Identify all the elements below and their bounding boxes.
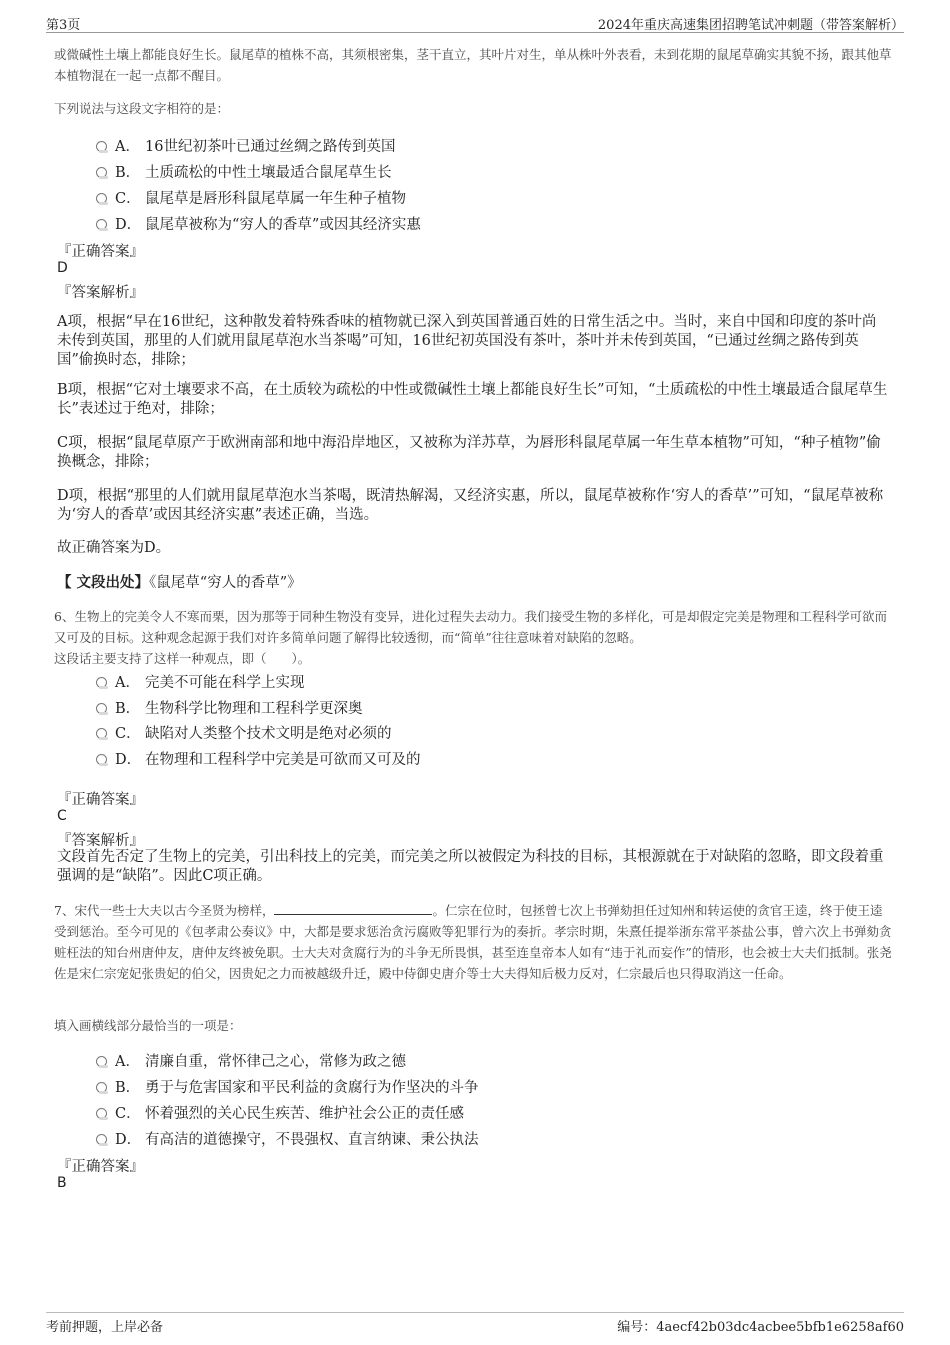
q5-analysis-d: D项，根据“那里的人们就用鼠尾草泡水当茶喝，既清热解渴，又经济实惠，所以，鼠尾草被称作‘穷人的香草’”可知，“鼠尾草被称为‘穷人的香草’或因其经济实惠”表述正确，当选。 <box>57 488 884 523</box>
radio-icon[interactable] <box>96 728 107 739</box>
q5-answer-label: 『正确答案』 <box>57 244 144 260</box>
q5-analysis-c: C项，根据“鼠尾草原产于欧洲南部和地中海沿岸地区，又被称为洋苏草，为唇形科鼠尾草属一年生草本植物”可知，“种子植物”偷换概念，排除； <box>57 435 881 470</box>
q5-option-c[interactable]: C． 鼠尾草是唇形科鼠尾草属一年生种子植物 <box>96 187 406 208</box>
source-label: 【 文段出处】 <box>57 574 150 591</box>
q6-analysis-label: 『答案解析』 <box>57 833 144 849</box>
radio-icon[interactable] <box>96 703 107 714</box>
q5-option-a[interactable]: A． 16世纪初茶叶已通过丝绸之路传到英国 <box>96 135 395 156</box>
radio-icon[interactable] <box>96 677 107 688</box>
q5-conclusion: 故正确答案为D。 <box>57 540 171 556</box>
q5-prompt: 下列说法与这段文字相符的是： <box>54 101 230 116</box>
radio-icon[interactable] <box>96 1056 107 1067</box>
q6-analysis: 文段首先否定了生物上的完美，引出科技上的完美，而完美之所以被假定为科技的目标，其根源就在于对缺陷的忽略，即文段着重强调的是“缺陷”。因此C项正确。 <box>57 849 884 884</box>
q7-answer: B <box>57 1175 67 1191</box>
radio-icon[interactable] <box>96 167 107 178</box>
radio-icon[interactable] <box>96 1134 107 1145</box>
page-number: 第3页 <box>46 18 81 33</box>
q6-answer-label: 『正确答案』 <box>57 792 144 808</box>
document-title: 2024年重庆高速集团招聘笔试冲刺题（带答案解析） <box>597 18 904 33</box>
q7-prompt: 填入画横线部分最恰当的一项是： <box>54 1018 242 1033</box>
q6-option-a[interactable]: A． 完美不可能在科学上实现 <box>96 671 305 692</box>
fill-blank <box>274 902 432 915</box>
q7-passage: 7、宋代一些士大夫以古今圣贤为榜样， 。仁宗在位时，包拯曾七次上书弹劾担任过知州和转运使的贪官王逵，终于使王逵受到惩治。至今可见的《包孝肃公奏议》中，大都是要求惩治贪污腐败等犯罪行为的奏折。孝宗时期，朱熹任提举浙东常平茶盐公事，曾六次上书弹劾贪赃枉法的知台州唐仲友，唐仲友终被免职。士大夫对贪腐行为的斗争无所畏惧，甚至连皇帝本人如有“违于礼而妄作”的情形，也会被士大夫们抵制。张尧佐是宋仁宗宠妃张贵妃的伯父，因贵妃之力而被越级升迁，殿中侍御史唐介等士大夫得知后极力反对，仁宗最后也只得取消这一任命。 <box>54 903 892 981</box>
q5-analysis-b: B项，根据“它对土壤要求不高，在土质较为疏松的中性或微碱性土壤上都能良好生长”可知，“土质疏松的中性土壤最适合鼠尾草生长”表述过于绝对，排除； <box>57 382 888 417</box>
radio-icon[interactable] <box>96 219 107 230</box>
q7-answer-label: 『正确答案』 <box>57 1159 144 1175</box>
q7-option-d[interactable]: D． 有高洁的道德操守，不畏强权、直言纳谏、秉公执法 <box>96 1128 479 1149</box>
q6-passage: 6、生物上的完美令人不寒而栗，因为那等于同种生物没有变异，进化过程失去动力。我们接受生物的多样化，可是却假定完美是物理和工程科学可欲而又可及的目标。这种观念起源于我们对许多简单问题了解得比较透彻，而“简单”往往意味着对缺陷的忽略。 <box>54 609 887 645</box>
q7-option-a[interactable]: A． 清廉自重，常怀律己之心，常修为政之德 <box>96 1050 406 1071</box>
footer-slogan: 考前押题，上岸必备 <box>46 1320 164 1335</box>
radio-icon[interactable] <box>96 1108 107 1119</box>
radio-icon[interactable] <box>96 193 107 204</box>
q5-analysis-a: A项，根据“早在16世纪，这种散发着特殊香味的植物就已深入到英国普通百姓的日常生活之中。当时，来自中国和印度的茶叶尚未传到英国，那里的人们就用鼠尾草泡水当茶喝”可知，16世纪初英国没有茶叶，茶叶并未传到英国，“已通过丝绸之路传到英国”偷换时态，排除； <box>57 314 877 368</box>
page-header <box>46 14 904 33</box>
q6-prompt: 这段话主要支持了这样一种观点，即（ ）。 <box>54 651 311 666</box>
document-id: 编号：4aecf42b03dc4acbee5bfb1e6258af60 <box>617 1320 904 1335</box>
source-text: 《鼠尾草“穷人的香草”》 <box>149 575 302 591</box>
q5-analysis-label: 『答案解析』 <box>57 285 144 301</box>
page-footer <box>46 1312 904 1335</box>
q5-option-d[interactable]: D． 鼠尾草被称为“穷人的香草”或因其经济实惠 <box>96 213 421 234</box>
q7-option-b[interactable]: B． 勇于与危害国家和平民利益的贪腐行为作坚决的斗争 <box>96 1076 479 1097</box>
q7-option-c[interactable]: C． 怀着强烈的关心民生疾苦、维护社会公正的责任感 <box>96 1102 464 1123</box>
radio-icon[interactable] <box>96 1082 107 1093</box>
radio-icon[interactable] <box>96 141 107 152</box>
radio-icon[interactable] <box>96 754 107 765</box>
q6-option-d[interactable]: D． 在物理和工程科学中完美是可欲而又可及的 <box>96 748 421 769</box>
q6-option-b[interactable]: B． 生物科学比物理和工程科学更深奥 <box>96 697 363 718</box>
q5-option-b[interactable]: B． 土质疏松的中性土壤最适合鼠尾草生长 <box>96 161 392 182</box>
q6-option-c[interactable]: C． 缺陷对人类整个技术文明是绝对必须的 <box>96 722 392 743</box>
q5-answer: D <box>57 260 68 276</box>
q5-source <box>57 573 889 593</box>
q6-answer: C <box>57 808 67 824</box>
q5-passage: 或微碱性土壤上都能良好生长。鼠尾草的植株不高，其须根密集，茎干直立，其叶片对生，单从株叶外表看，未到花期的鼠尾草确实其貌不扬，跟其他草本植物混在一起一点都不醒目。 <box>54 47 892 83</box>
